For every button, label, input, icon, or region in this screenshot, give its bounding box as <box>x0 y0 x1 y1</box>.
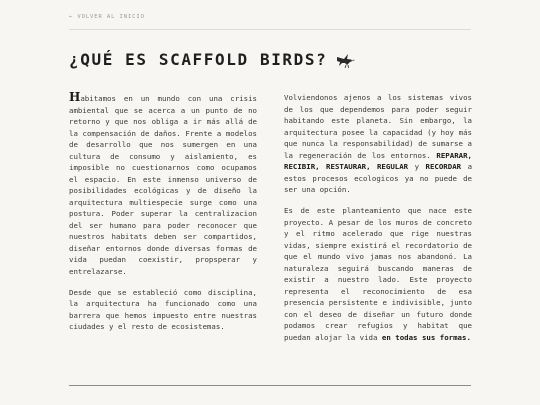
bird-icon <box>335 51 357 69</box>
intro-text: abitamos en un mundo con una crisis ambiental que se acerca a un punto de no retorno y que nos obliga a ir más allá de la compensación de daños. Frente a modelos de desarrollo que nos sumergen en una cultura de consumo y aislamiento, es imposible no cuestionarnos como ocupamos el espacio. En este inmenso universo de posibilidades ecológicas y de diseño la arquitectura multiespecie surge como una postura. Poder superar la centralizacion del ser humano para poder reconocer que nuestros habitats deben ser compartidos, diseñar entornos donde diversas formas de vida puedan coexistir, propsperar y entrelazarse. <box>69 94 257 276</box>
project-paragraph <box>284 205 472 343</box>
history-paragraph: Desde que se estableció como disciplina, la arquitectura ha funcionado como una barrera que hemos impuesto entre nuestras ciudades y el resto de ecosistemas. <box>69 287 257 331</box>
top-divider <box>69 29 471 30</box>
regeneration-text: Volviendonos ajenos a los sistemas vivos de los que dependemos para poder seguir habitando este planeta. Sin embargo, la arquitectura posee la capacidad (y hoy más que nunca la responsabilidad) de sumarse a la regeneración de los entornos. <box>284 93 472 160</box>
regeneration-text-end: a estos procesos ecologicos ya no puede de ser una opción. <box>284 162 473 194</box>
intro-paragraph <box>69 92 257 277</box>
page-title: ¿QUÉ ES SCAFFOLD BIRDS? <box>69 50 328 69</box>
all-forms-emphasis: en todas sus formas. <box>381 332 471 342</box>
drop-cap: H <box>69 90 81 104</box>
right-column <box>284 92 472 353</box>
left-column <box>69 92 257 342</box>
conjunction: y <box>414 162 420 171</box>
project-text: Es de este planteamiento que nace este proyecto. A pesar de los muros de concreto y el ritmo acelerado que rige nuestras vidas, siempre existirá el recordatorio de que el mundo vivo jamas nos abandonó. La naturaleza seguirá buscando maneras de existir a nuestro lado. Este proyecto representa el reconocimiento de esa presencia persistente e indivisible, junto con el deseo de diseñar un futuro donde podamos crear refugios y habitat que puedan alojar la vida <box>284 206 472 342</box>
actions-emphasis: REPARAR, RECIBIR, RESTAURAR, REGULAR <box>284 150 472 171</box>
header <box>69 50 357 69</box>
back-to-home-link[interactable]: ← VOLVER AL INICIO <box>69 14 145 20</box>
remember-emphasis: RECORDAR <box>425 162 462 171</box>
regeneration-paragraph <box>284 92 472 196</box>
bottom-divider <box>69 385 471 386</box>
